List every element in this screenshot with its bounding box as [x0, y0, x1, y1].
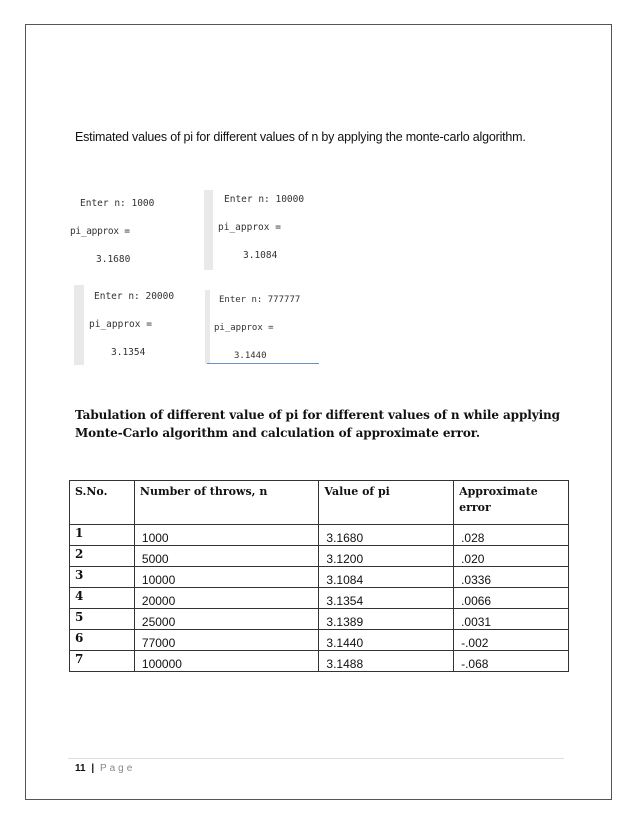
cell-throws: 20000 [134, 588, 319, 609]
header-error: Approximate error [454, 481, 569, 525]
cell-pi: 3.1354 [319, 588, 454, 609]
console-gutter [204, 190, 213, 270]
console-label-line: pi_approx = [214, 323, 274, 333]
cell-pi: 3.1200 [319, 546, 454, 567]
console-label-line: pi_approx = [70, 226, 130, 237]
cell-pi: 3.1440 [319, 630, 454, 651]
cell-pi: 3.1084 [319, 567, 454, 588]
console-value-line: 3.1680 [96, 254, 131, 265]
cell-sno: 3 [70, 567, 135, 588]
console-screenshot-3 [84, 285, 194, 365]
table-row [70, 567, 569, 588]
cell-sno: 6 [70, 630, 135, 651]
table-row [70, 630, 569, 651]
cell-error: .0031 [454, 609, 569, 630]
table-row [70, 546, 569, 567]
cell-throws: 10000 [134, 567, 319, 588]
console-enter-line: Enter n: 1000 [80, 198, 155, 209]
console-label-line: pi_approx = [89, 319, 152, 330]
page-word: Page [99, 763, 136, 774]
console-enter-line: Enter n: 20000 [94, 291, 175, 302]
section-title: Tabulation of different value of pi for different values of n while applying Monte-Carlo algorithm and calculation of approximate error. [75, 408, 560, 440]
console-gutter [74, 285, 84, 365]
cell-pi: 3.1680 [319, 525, 454, 546]
cell-sno: 7 [70, 651, 135, 672]
cell-throws: 5000 [134, 546, 319, 567]
table-row [70, 588, 569, 609]
header-throws: Number of throws, n [134, 481, 319, 525]
console-value-line: 3.1084 [243, 250, 278, 261]
console-underline [207, 363, 319, 364]
cell-sno: 1 [70, 525, 135, 546]
cell-pi: 3.1389 [319, 609, 454, 630]
console-enter-line: Enter n: 10000 [224, 194, 305, 205]
page-number: 11 [75, 763, 86, 774]
header-sno: S.No. [70, 481, 135, 525]
cell-throws: 77000 [134, 630, 319, 651]
footer-separator: | [91, 763, 95, 774]
cell-throws: 25000 [134, 609, 319, 630]
page-footer [75, 763, 135, 774]
console-screenshot-2 [213, 190, 323, 270]
cell-error: -.068 [454, 651, 569, 672]
console-value-line: 3.1354 [111, 347, 146, 358]
table-row [70, 609, 569, 630]
cell-sno: 5 [70, 609, 135, 630]
cell-error: .0336 [454, 567, 569, 588]
cell-sno: 4 [70, 588, 135, 609]
footer-divider [68, 758, 564, 759]
cell-pi: 3.1488 [319, 651, 454, 672]
header-pi: Value of pi [319, 481, 454, 525]
console-value-line: 3.1440 [234, 351, 267, 361]
cell-throws: 100000 [134, 651, 319, 672]
results-table [69, 480, 569, 672]
console-screenshot-4 [210, 290, 320, 366]
intro-text: Estimated values of pi for different values of n by applying the monte-carlo algorithm. [75, 130, 526, 144]
table-row [70, 525, 569, 546]
table-row [70, 651, 569, 672]
cell-throws: 1000 [134, 525, 319, 546]
console-label-line: pi_approx = [218, 222, 281, 233]
cell-error: -.002 [454, 630, 569, 651]
table-header-row [70, 481, 569, 525]
cell-error: .028 [454, 525, 569, 546]
cell-sno: 2 [70, 546, 135, 567]
console-enter-line: Enter n: 777777 [219, 295, 301, 305]
cell-error: .0066 [454, 588, 569, 609]
cell-error: .020 [454, 546, 569, 567]
console-screenshot-1 [72, 192, 182, 272]
